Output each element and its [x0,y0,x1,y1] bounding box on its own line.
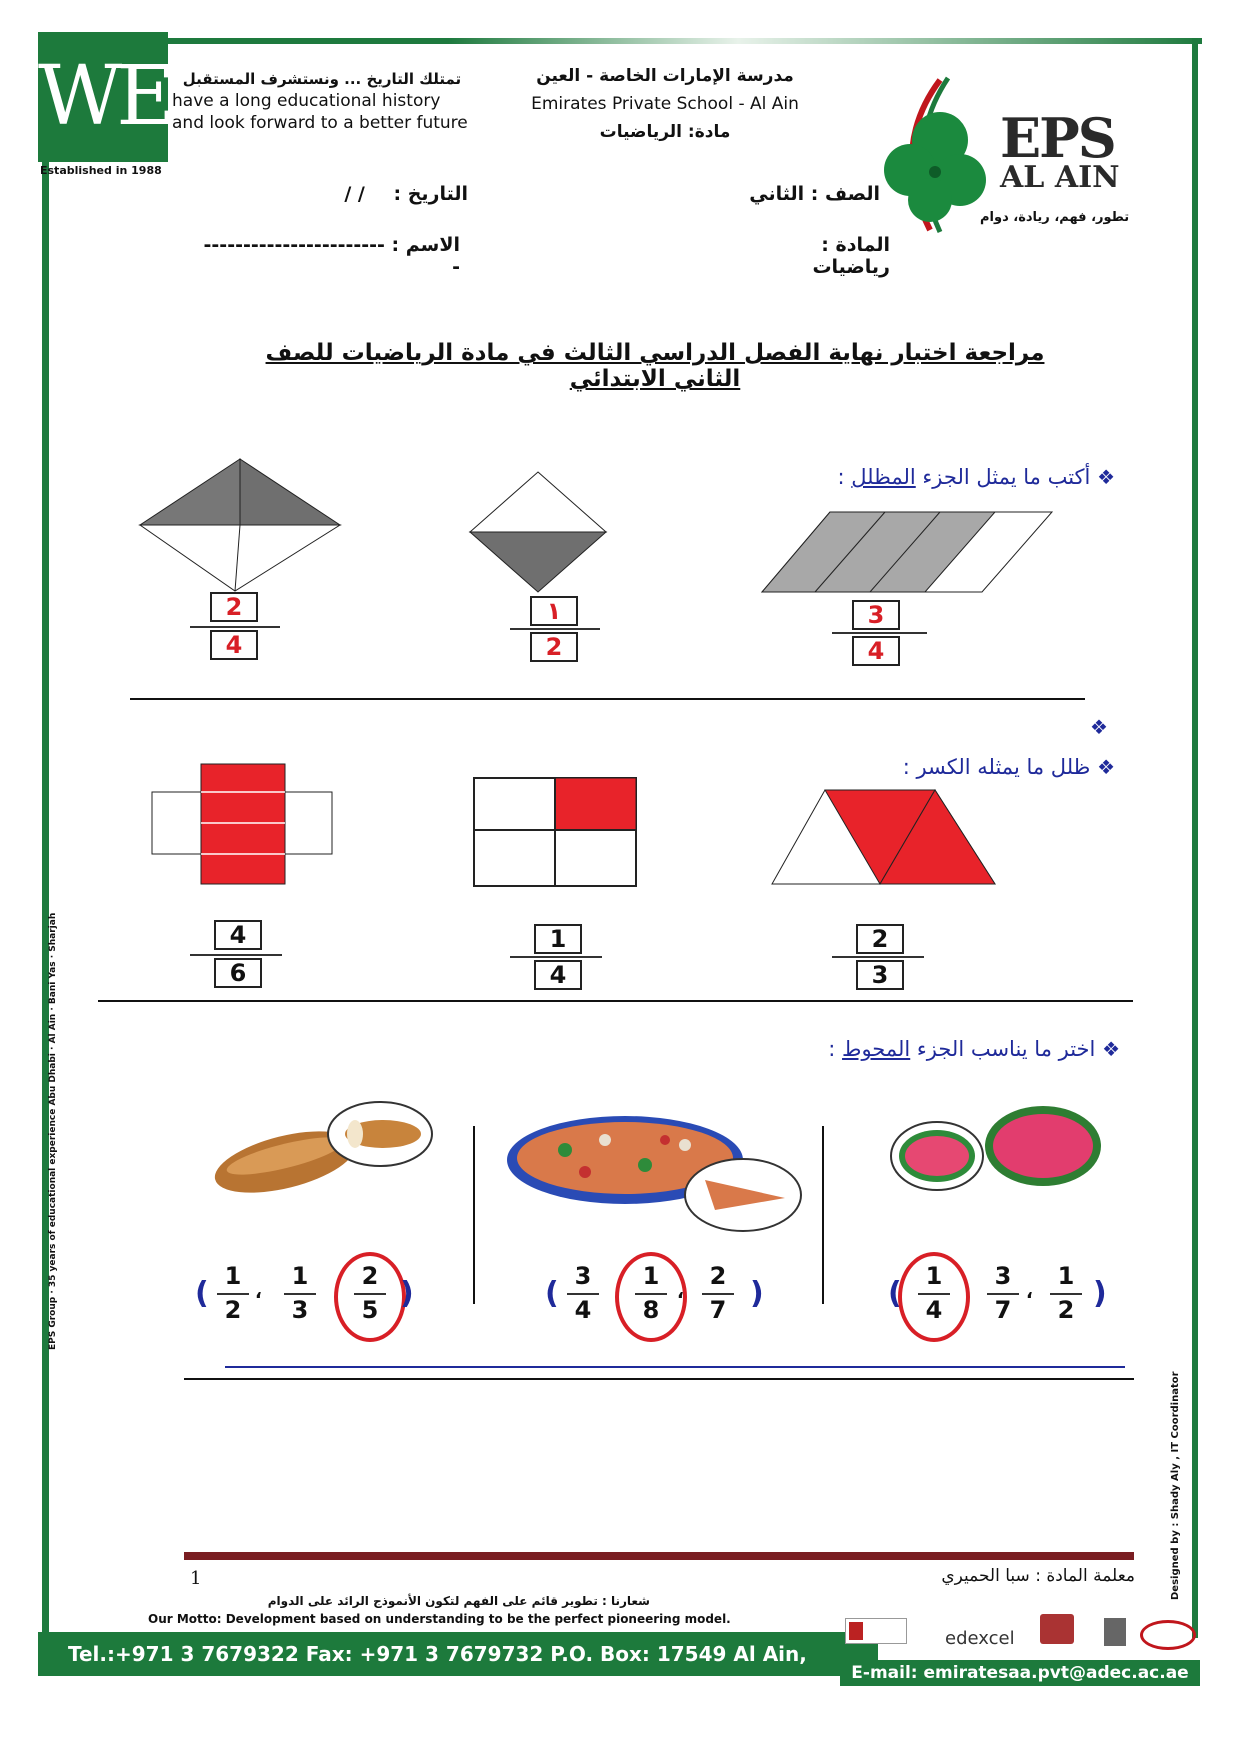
kite-shape-shaded-top [135,455,345,595]
option-numerator: 2 [709,1262,727,1290]
selected-circle [334,1252,406,1342]
bread-picture [205,1100,435,1210]
contact-bar: Tel.:+971 3 7679322 Fax: +971 3 7679732 P.O. Box: 17549 Al Ain, U.A.E. [38,1632,878,1676]
option-numerator: 1 [291,1262,309,1290]
school-name [510,62,820,146]
page-border-right [1192,38,1198,1638]
date-value: / / [344,183,365,205]
trapezoid-triangles-shaded [770,788,998,888]
close-paren: ) [400,1276,414,1311]
open-paren: ( [888,1276,902,1311]
motto-english: have a long educational history and look forward to a better future [172,91,468,133]
section2-prompt [820,755,1115,779]
school-name-arabic: مدرسة الإمارات الخاصة - العين [536,66,794,86]
subject-header: مادة: الرياضيات [599,122,731,142]
close-paren: ) [1093,1276,1107,1311]
section3-underlined: المحوط [842,1037,911,1061]
numerator-box: 3 [852,600,900,630]
diamond-shape-shaded-bottom [468,470,608,595]
footer-rule [184,1552,1134,1560]
separator: ، [1026,1282,1033,1303]
numerator-box: 1 [534,924,582,954]
option-denominator: 8 [642,1296,660,1324]
fraction-bar [1050,1293,1082,1295]
square-grid-shaded-quarter [472,776,638,888]
fraction-bar [567,1293,599,1295]
denominator-box: 6 [214,958,262,988]
separator: ، [255,1282,262,1303]
divider [184,1378,1134,1380]
fraction-bar [510,628,600,630]
teacher-name: معلمة المادة : سبا الحميري [941,1566,1135,1586]
page-border-top [42,38,1202,44]
option-denominator: 2 [1057,1296,1075,1324]
choice-group-3 [888,1262,1118,1332]
section3-prefix: اختر ما يناسب الجزء [910,1037,1096,1061]
section1-prompt [700,465,1115,489]
section1-underlined: المظلل [851,465,916,489]
diamond-bullet-icon: ❖ [1090,715,1108,739]
numerator-box: 2 [856,924,904,954]
pizza-picture [505,1110,805,1235]
numerator-box: 2 [210,592,258,622]
option-numerator: 2 [361,1262,379,1290]
side-text-right: Designed by : Shady Aly , IT Coordinator [1170,1371,1181,1600]
close-paren: ) [750,1276,764,1311]
option-denominator: 3 [291,1296,309,1324]
eps-logo-text: EPS [1000,106,1115,170]
footer-motto-english: Our Motto: Development based on understanding to be the perfect pioneering model. [148,1612,731,1626]
motto-arabic: تمتلك التاريخ ... ونستشرف المستقبل [182,70,462,88]
name-line: ------------------------ [203,234,460,278]
option-denominator: 7 [709,1296,727,1324]
watermelon-picture [885,1100,1105,1200]
option-numerator: 3 [994,1262,1012,1290]
eps-city-text: AL AIN [1000,160,1120,195]
numerator-box: ١ [530,596,578,626]
option-numerator: 1 [642,1262,660,1290]
section3-suffix: : [828,1037,843,1061]
fraction-bar [510,956,602,958]
grade-label: الصف : الثاني [749,183,880,205]
diamond-bullet-icon: ❖ [1097,755,1115,779]
divider [225,1366,1125,1368]
option-denominator: 2 [224,1296,242,1324]
cambridge-logo [845,1618,907,1644]
fraction-bar [190,626,280,628]
eps-swirl-logo [1140,1620,1196,1650]
option-denominator: 4 [574,1296,592,1324]
fraction-bar [832,956,924,958]
divider-vertical [822,1126,824,1304]
section1-prefix: أكتب ما يمثل الجزء [915,465,1091,489]
fraction-bar [987,1293,1019,1295]
we-logo: WE [38,32,168,162]
fraction-bar [702,1293,734,1295]
denominator-box: 4 [852,636,900,666]
page-number: 1 [190,1568,202,1589]
option-numerator: 1 [1057,1262,1075,1290]
divider-vertical [473,1126,475,1304]
established-label: Established in 1988 [40,164,162,177]
name-label: الاسم : [391,234,460,256]
cross-net-shape-shaded [150,762,335,887]
denominator-box: 4 [210,630,258,660]
edexcel-logo: edexcel [945,1628,1015,1649]
option-denominator: 7 [994,1296,1012,1324]
section3-prompt [790,1037,1120,1061]
option-numerator: 3 [574,1262,592,1290]
footer-motto-arabic: شعارنا : تطوير قائم على الفهم لتكون الأنموذج الرائد على الدوام [267,1594,650,1608]
eps-logo [1000,106,1120,195]
divider [98,1000,1133,1002]
fraction-bar [284,1293,316,1295]
date-label: التاريخ : [393,183,468,205]
name-field [200,234,460,278]
denominator-box: 2 [530,632,578,662]
page-border-left [42,38,49,1648]
selected-circle [898,1252,970,1342]
fraction-bar [217,1293,249,1295]
choice-group-1 [195,1262,425,1332]
school-name-english: Emirates Private School - Al Ain [531,94,799,114]
option-denominator: 5 [361,1296,379,1324]
option-numerator: 1 [925,1262,943,1290]
open-paren: ( [545,1276,559,1311]
eps-slogan: تطور، فهم، ريادة، دوام [980,210,1130,225]
adec-logo [1040,1614,1074,1644]
date-field [318,183,468,205]
parallelogram-shape-shaded [760,510,1055,595]
subject-label: المادة : رياضيات [812,234,890,278]
fraction-bar [832,632,927,634]
numerator-box: 4 [214,920,262,950]
side-text-left: EPS Group · 35 years of educational experience Abu Dhabi · Al Ain · Bani Yas · Sharjah [48,912,58,1350]
divider [130,698,1085,700]
option-denominator: 4 [925,1296,943,1324]
email-bar: E-mail: emiratesaa.pvt@adec.ac.ae [840,1660,1200,1686]
fraction-bar [190,954,282,956]
denominator-box: 4 [534,960,582,990]
denominator-box: 3 [856,960,904,990]
separator: ، [677,1282,684,1303]
section2-prompt-text: ظلل ما يمثله الكسر : [902,755,1091,779]
diamond-bullet-icon: ❖ [1102,1037,1120,1061]
choice-group-2 [545,1262,775,1332]
option-numerator: 1 [224,1262,242,1290]
section1-suffix: : [837,465,852,489]
diamond-bullet-icon: ❖ [1097,465,1115,489]
page-title: مراجعة اختبار نهاية الفصل الدراسي الثالث في مادة الرياضيات للصف الثاني الابتدائي [265,340,1045,392]
emirates-emblem-icon [1104,1618,1126,1646]
header-motto [172,68,472,134]
open-paren: ( [195,1276,209,1311]
